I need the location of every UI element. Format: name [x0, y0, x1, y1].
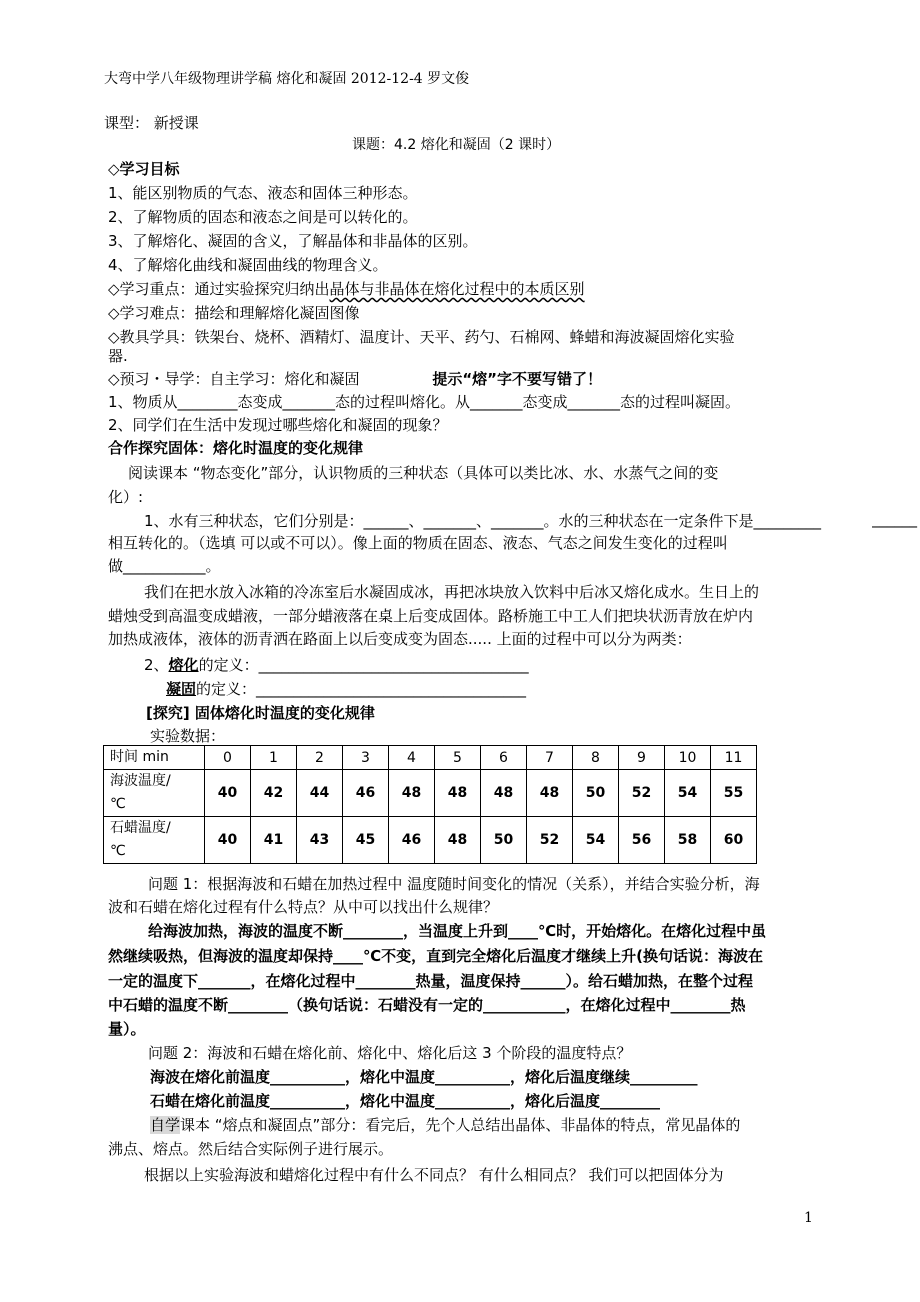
table-header-cell: 5: [435, 746, 481, 770]
table-cell: 46: [343, 770, 389, 817]
row-label-text: 海波温度/: [110, 773, 171, 789]
table-cell: 48: [481, 770, 527, 817]
table-header-cell: 2: [297, 746, 343, 770]
question-1: 问题 1：根据海波和石蜡在加热过程中 温度随时间变化的情况（关系），并结合实验分析，海: [148, 875, 760, 893]
goal-item: 3、了解熔化、凝固的含义，了解晶体和非晶体的区别。: [108, 232, 478, 250]
preview-label: ◇预习・导学：自主学习：熔化和凝固: [108, 370, 360, 388]
explore-title: [探究] 固体熔化时温度的变化规律: [146, 704, 375, 722]
experiment-data-label: 实验数据：: [150, 727, 226, 745]
table-header-cell: 7: [527, 746, 573, 770]
goals-title: ◇学习目标: [108, 160, 180, 178]
solidifying-blank: 的定义：____________________________________: [196, 680, 527, 698]
table-cell: 42: [251, 770, 297, 817]
key-point-emphasis: 晶体与非晶体在熔化过程中的本质区别: [329, 280, 585, 298]
table-header-cell: 4: [389, 746, 435, 770]
experiment-data-table: [103, 745, 757, 864]
melting-definition: [144, 654, 529, 675]
question-1: 波和石蜡在熔化过程有什么特点？从中可以找出什么规律？: [108, 898, 499, 916]
solidifying-word: 凝固: [166, 680, 197, 698]
table-cell: 54: [665, 770, 711, 817]
tools-line: 器.: [108, 347, 128, 365]
row-label: [104, 817, 205, 864]
table-cell: 55: [711, 770, 757, 817]
read-paragraph: 化）:: [108, 488, 144, 506]
table-header-cell: 3: [343, 746, 389, 770]
goal-item: 1、能区别物质的气态、液态和固体三种形态。: [108, 184, 418, 202]
table-cell: 52: [527, 817, 573, 864]
table-cell: 52: [619, 770, 665, 817]
answer-1: 然继续吸热，但海波的温度却保持____℃不变，直到完全熔化后温度才继续上升(换句话说：海波在: [108, 947, 764, 965]
table-cell: 48: [527, 770, 573, 817]
table-header-cell: 1: [251, 746, 297, 770]
table-row: [104, 770, 757, 817]
paragraph: 加热成液体，液体的沥青洒在路面上以后变成变为固态..... 上面的过程中可以分为两类：: [108, 630, 692, 648]
table-cell: 41: [251, 817, 297, 864]
answer-1: 中石蜡的温度不断________（换句话说：石蜡没有一定的___________，在熔化过程中________热: [108, 996, 746, 1014]
table-header-cell: 10: [665, 746, 711, 770]
goal-item: 4、了解熔化曲线和凝固曲线的物理含义。: [108, 256, 388, 274]
table-header-cell: 9: [619, 746, 665, 770]
table-cell: 44: [297, 770, 343, 817]
table-row: [104, 817, 757, 864]
water-states-tail: ______: [872, 510, 917, 528]
answer-1: 给海波加热，海波的温度不断________，当温度上升到____℃时，开始熔化。在熔化过程中虽: [148, 922, 767, 940]
definition-number: 2、: [144, 656, 169, 674]
table-header-cell: 8: [573, 746, 619, 770]
table-header-cell: 时间 min: [104, 746, 205, 770]
row-label-unit: ℃: [110, 843, 126, 859]
preview-line: [108, 368, 602, 389]
answer-1: 量）。: [108, 1020, 146, 1038]
table-cell: 48: [435, 770, 481, 817]
table-cell: 40: [205, 770, 251, 817]
table-cell: 50: [481, 817, 527, 864]
table-cell: 40: [205, 817, 251, 864]
melting-word: 熔化: [168, 656, 199, 674]
row-label-text: 石蜡温度/: [110, 820, 171, 836]
lesson-type: 课型： 新授课: [104, 114, 199, 132]
preview-question-2: 2、同学们在生活中发现过哪些熔化和凝固的现象？: [108, 416, 448, 434]
answer-2: 石蜡在熔化前温度__________，熔化中温度__________，熔化后温度________: [150, 1092, 661, 1110]
table-cell: 60: [711, 817, 757, 864]
lesson-topic: 课题：4.2 熔化和凝固（2 课时）: [352, 137, 561, 153]
paragraph: 我们在把水放入冰箱的冷冻室后水凝固成冰，再把冰块放入饮料中后冰又熔化成水。生日上的: [144, 583, 760, 601]
tools-line: ◇教具学具：铁架台、烧杯、酒精灯、温度计、天平、药勺、石棉网、蜂蜡和海波凝固熔化实验: [108, 328, 735, 346]
table-cell: 48: [389, 770, 435, 817]
final-question: 根据以上实验海波和蜡熔化过程中有什么不同点？ 有什么相同点？ 我们可以把固体分为: [144, 1166, 724, 1184]
solidifying-definition: [166, 678, 526, 699]
table-cell: 54: [573, 817, 619, 864]
key-point: [108, 278, 585, 299]
paragraph: 蜡烛受到高温变成蜡液，一部分蜡液落在桌上后变成固体。路桥施工中工人们把块状沥青放在炉内: [108, 607, 754, 625]
table-cell: 50: [573, 770, 619, 817]
water-states: 做___________。: [108, 557, 221, 575]
self-study: 沸点、熔点。然后结合实际例子进行展示。: [108, 1140, 394, 1158]
page-number: 1: [804, 1210, 813, 1226]
difficulty: ◇学习难点：描绘和理解熔化凝固图像: [108, 304, 360, 322]
answer-1: 一定的温度下_______，在熔化过程中________热量，温度保持______）。给石蜡加热，在整个过程: [108, 972, 754, 990]
table-cell: 58: [665, 817, 711, 864]
table-header-cell: 11: [711, 746, 757, 770]
table-cell: 45: [343, 817, 389, 864]
key-point-label: ◇学习重点：通过实验探究归纳出: [108, 280, 330, 298]
question-2: 问题 2：海波和石蜡在熔化前、熔化中、熔化后这 3 个阶段的温度特点？: [148, 1044, 632, 1062]
table-row: [104, 746, 757, 770]
melting-blank: 的定义：____________________________________: [198, 656, 529, 674]
page-header: 大弯中学八年级物理讲学稿 熔化和凝固 2012-12-4 罗文俊: [104, 71, 470, 87]
row-label-unit: ℃: [110, 796, 126, 812]
read-paragraph: 阅读课本 “物态变化”部分，认识物质的三种状态（具体可以类比冰、水、水蒸气之间的变: [128, 464, 719, 482]
table-cell: 56: [619, 817, 665, 864]
self-study-highlight: 自学: [150, 1116, 181, 1134]
answer-2: 海波在熔化前温度__________，熔化中温度__________，熔化后温度继续_________: [150, 1068, 698, 1086]
self-study: [150, 1114, 740, 1135]
table-cell: 43: [297, 817, 343, 864]
water-states: 相互转化的。（选填 可以或不可以）。像上面的物质在固态、液态、气态之间发生变化的过程叫: [108, 534, 728, 552]
table-header-cell: 6: [481, 746, 527, 770]
coop-title: 合作探究固体：熔化时温度的变化规律: [108, 439, 364, 457]
table-header-cell: 0: [205, 746, 251, 770]
water-states: 1、水有三种状态，它们分别是：______、_______、_______。水的三种状态在一定条件下是_________: [144, 512, 822, 530]
row-label: [104, 770, 205, 817]
preview-tip: 提示“熔”字不要写错了！: [432, 370, 603, 388]
table-cell: 48: [435, 817, 481, 864]
preview-question-1: 1、物质从________态变成_______态的过程叫熔化。从_______态变成_______态的过程叫凝固。: [108, 393, 741, 411]
goal-item: 2、了解物质的固态和液态之间是可以转化的。: [108, 208, 418, 226]
table-cell: 46: [389, 817, 435, 864]
self-study-text: 课本 “熔点和凝固点”部分：看完后，先个人总结出晶体、非晶体的特点，常见晶体的: [180, 1116, 741, 1134]
